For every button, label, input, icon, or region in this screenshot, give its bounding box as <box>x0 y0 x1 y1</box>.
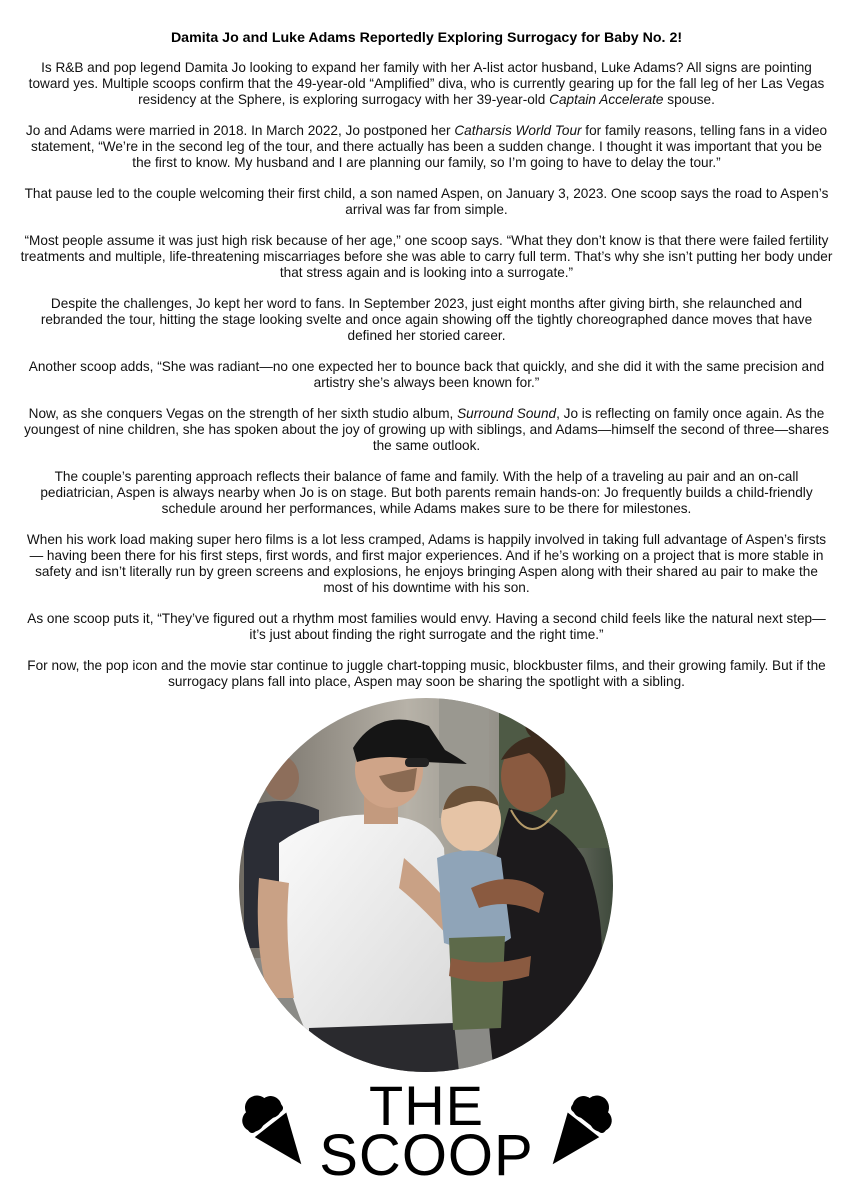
paragraph-text: For now, the pop icon and the movie star continue to juggle chart-topping music, blockbuster films, and their growing family. But if the surrogacy plans fall into place, Aspen may soon be sharing the spotlight with a sibling. <box>27 658 826 690</box>
paragraph-text: spouse. <box>663 91 715 107</box>
italic-title-text: Catharsis World Tour <box>454 122 582 138</box>
paragraph-text: That pause led to the couple welcoming their first child, a son named Aspen, on January 3, 2023. One scoop says the road to Aspen’s arrival was far from simple. <box>24 185 829 217</box>
the-scoop-logo <box>0 1076 853 1200</box>
paragraph-text: Is R&B and pop legend Damita Jo looking to expand her family with her A-list actor husband, Luke Adams? All signs are pointing toward yes. Multiple scoops confirm that the 49-year-old “Amplified” diva, who is currently gearing up for the fall leg of her Las Vegas residency at the Sphere, is exploring surrogacy with her 39-year-old <box>28 60 825 107</box>
paragraph-text: , Jo is reflecting on family once again. As the youngest of nine children, she has spoken about the joy of growing up with siblings, and Adams—himself the second of three—shares the same outlook. <box>24 406 829 453</box>
couple-with-baby-photo <box>239 698 613 1072</box>
article-paragraph <box>20 532 833 595</box>
article-paragraph <box>20 469 833 516</box>
article-paragraph <box>20 60 833 107</box>
paragraph-text: “Most people assume it was just high risk because of her age,” one scoop says. “What they don’t know is that there were failed fertility treatments and multiple, life-threatening miscarriages before she was able to carry full term. That’s why she isn’t putting her body under that stress again and is looking into a surrogate.” <box>20 233 833 280</box>
logo-line-scoop: SCOOP <box>319 1123 534 1188</box>
italic-title-text: Surround Sound <box>457 406 557 422</box>
paragraph-text: Another scoop adds, “She was radiant—no one expected her to bounce back that quickly, and she did it with the same precision and artistry she’s always been known for.” <box>28 359 825 390</box>
article-paragraph <box>20 359 833 391</box>
article-paragraph <box>20 658 833 690</box>
paragraph-text: Despite the challenges, Jo kept her word to fans. In September 2023, just eight months after giving birth, she relaunched and rebranded the tour, hitting the stage looking svelte and once again showing off the tightly choreographed dance moves that have defined her storied career. <box>40 296 813 343</box>
paragraph-text: for family reasons, telling fans in a video statement, “We’re in the second leg of the tour, and there actually has been a sudden change. I thought it was important that you be the first to know. My husband and I are planning our family, so I’m going to have to delay the tour.” <box>31 122 828 170</box>
article-paragraph <box>20 186 833 218</box>
ice-cream-cone-icon <box>540 1088 622 1173</box>
paragraph-text: The couple’s parenting approach reflects their balance of fame and family. With the help of a traveling au pair and an on-call pediatrician, Aspen is always nearby when Jo is on stage. But both parents remain hands-on: Jo frequently builds a child-friendly schedule around her performances, while Adams makes sure to be there for milestones. <box>40 469 813 516</box>
article-body <box>20 60 833 690</box>
article-paragraph <box>20 611 833 643</box>
article-paragraph <box>20 123 833 170</box>
paragraph-text: Now, as she conquers Vegas on the strength of her sixth studio album, <box>28 406 458 422</box>
paragraph-text: When his work load making super hero films is a lot less cramped, Adams is happily involved in taking full advantage of Aspen’s firsts — having been there for his first steps, first words, and first major experiences. And if he’s working on a project that is more stable in safety and isn’t literally run by green screens and explosions, he enjoys bringing Aspen along with their shared au pair to make the most of his downtime with his son. <box>26 532 827 595</box>
italic-title-text: Captain Accelerate <box>549 91 664 107</box>
logo-line-the: THE <box>369 1074 484 1137</box>
article-paragraph <box>20 233 833 280</box>
article-headline: Damita Jo and Luke Adams Reportedly Exploring Surrogacy for Baby No. 2! <box>170 30 683 46</box>
paragraph-text: As one scoop puts it, “They’ve figured out a rhythm most families would envy. Having a second child feels like the natural next step—it’s just about finding the right surrogate and the right time.” <box>27 611 826 642</box>
article-paragraph <box>20 406 833 453</box>
paragraph-text: Jo and Adams were married in 2018. In March 2022, Jo postponed her <box>25 122 455 138</box>
article-paragraph <box>20 296 833 343</box>
